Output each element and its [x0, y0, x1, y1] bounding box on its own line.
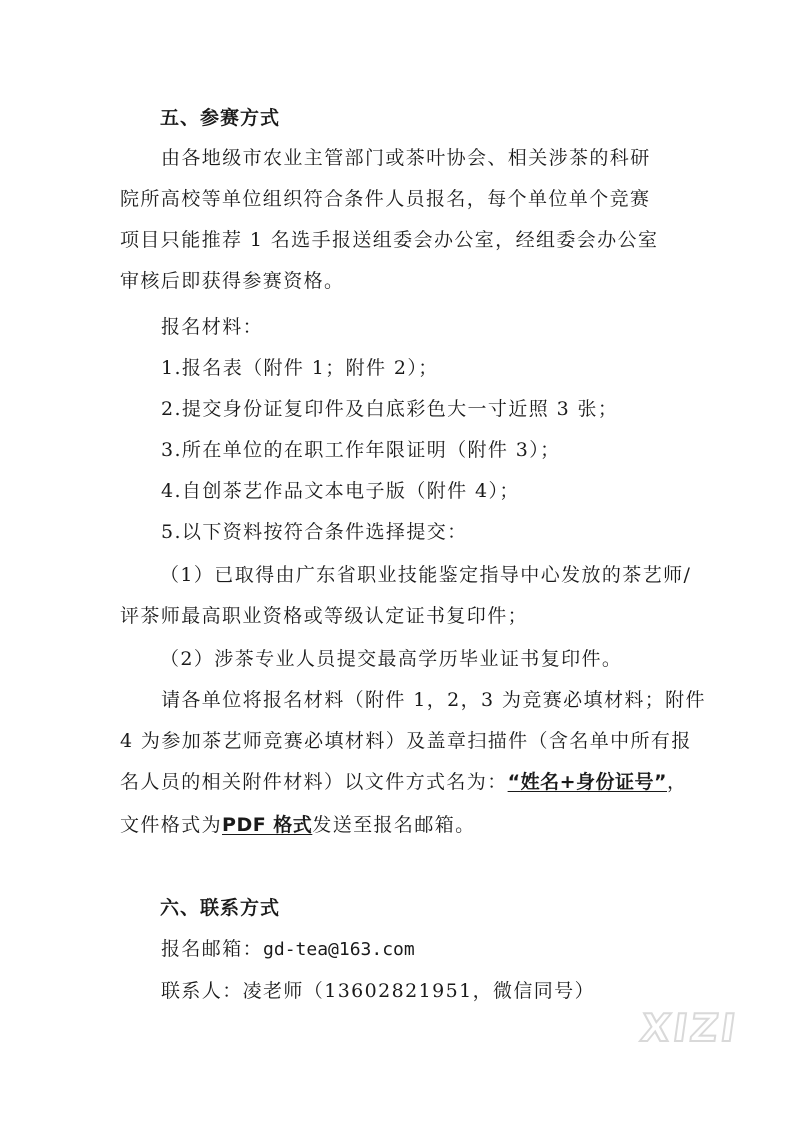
- submission-line4-prefix: 文件格式为: [120, 814, 223, 836]
- material-item-2: 2.提交身份证复印件及白底彩色大一寸近照 3 张；: [161, 398, 619, 420]
- submission-para-line3: [120, 769, 687, 795]
- section-5-para1-line3: 项目只能推荐 1 名选手报送组委会办公室，经组委会办公室: [120, 229, 659, 251]
- material-item-1: 1.报名表（附件 1；附件 2）；: [161, 357, 439, 379]
- sub-item-2: （2）涉茶专业人员提交最高学历毕业证书复印件。: [160, 648, 623, 670]
- submission-line3-suffix: ，: [667, 771, 688, 793]
- contact-person: 联系人：凌老师（13602821951，微信同号）: [161, 980, 595, 1002]
- material-item-5: 5.以下资料按符合条件选择提交：: [161, 521, 468, 543]
- submission-para-line2: 4 为参加茶艺师竞赛必填材料）及盖章扫描件（含名单中所有报: [120, 730, 692, 752]
- sub-item-1-line1: （1）已取得由广东省职业技能鉴定指导中心发放的茶艺师/: [160, 564, 692, 586]
- section-5-para1-line4: 审核后即获得参赛资格。: [120, 270, 345, 292]
- submission-line4-suffix: 发送至报名邮箱。: [312, 814, 476, 836]
- section-6-heading: 六、联系方式: [160, 897, 281, 919]
- material-item-4: 4.自创茶艺作品文本电子版（附件 4）；: [161, 480, 520, 502]
- submission-para-line1: 请各单位将报名材料（附件 1，2，3 为竞赛必填材料；附件: [161, 689, 706, 711]
- filename-format-highlight: “姓名+身份证号”: [507, 771, 668, 793]
- email-label: 报名邮箱：: [161, 938, 264, 960]
- submission-para-line4: [120, 812, 476, 838]
- section-5-para1-line1: 由各地级市农业主管部门或茶叶协会、相关涉茶的科研: [161, 147, 651, 169]
- submission-line3-prefix: 名人员的相关附件材料）以文件方式名为：: [120, 771, 508, 793]
- section-5-para1-line2: 院所高校等单位组织符合条件人员报名，每个单位单个竞赛: [120, 188, 651, 210]
- pdf-format-highlight: PDF 格式: [222, 814, 313, 836]
- material-item-3: 3.所在单位的在职工作年限证明（附件 3）；: [161, 439, 561, 461]
- watermark-logo: XIZI: [637, 1006, 742, 1050]
- section-5-heading: 五、参赛方式: [160, 107, 281, 129]
- sub-item-1-line2: 评茶师最高职业资格或等级认定证书复印件；: [120, 605, 529, 627]
- contact-email-line: [161, 936, 415, 963]
- email-address: gd-tea@163.com: [263, 939, 415, 960]
- materials-label: 报名材料：: [161, 316, 264, 338]
